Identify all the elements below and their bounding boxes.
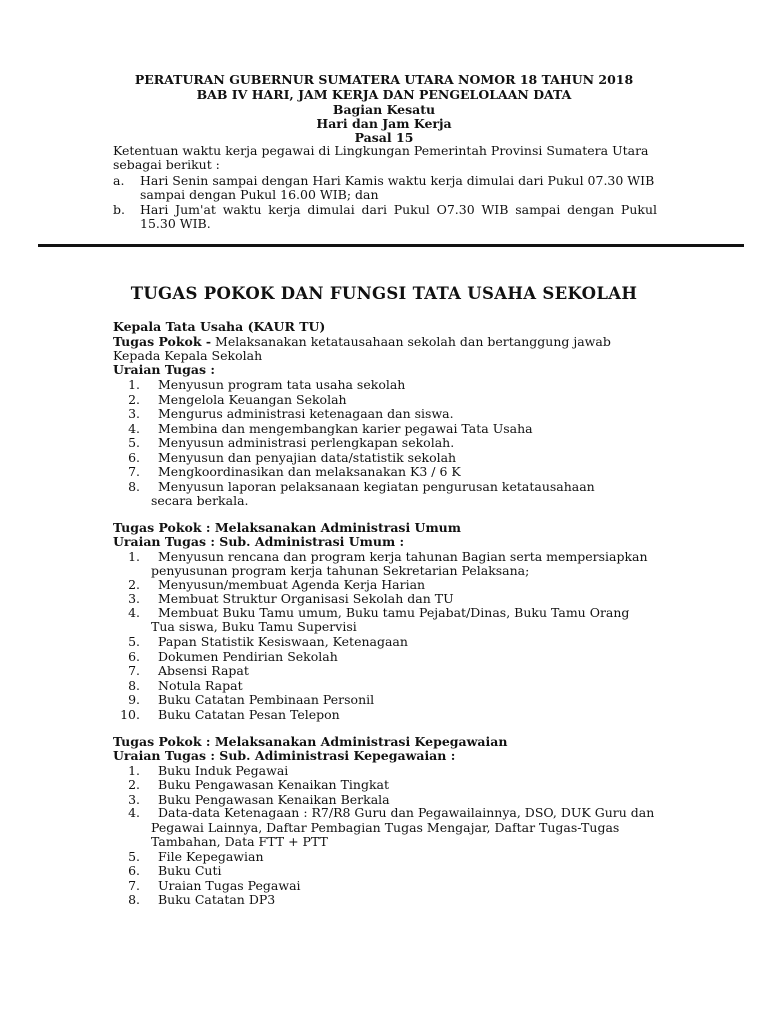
section1-list-item-number: 3.	[128, 406, 140, 421]
section2-list-item-number: 7.	[128, 663, 140, 678]
section2-item3-text: Membuat Struktur Organisasi Sekolah dan TU	[158, 591, 454, 606]
section3-list-item-text: Buku Pengawasan Kenaikan Berkala	[158, 791, 390, 807]
section2-item4-line-2: Tua siswa, Buku Tamu Supervisi	[151, 619, 357, 634]
section1-list-item-text: Mengkoordinasikan dan melaksanakan K3 / 6 K	[158, 464, 461, 479]
section2-list-item-text: Buku Catatan Pesan Telepon	[158, 706, 340, 722]
section1-heading: Kepala Tata Usaha (KAUR TU)	[113, 319, 326, 334]
section3-item4-number: 4.	[128, 805, 140, 820]
section3-list-item-number: 3.	[128, 791, 140, 807]
section2-list-item-text: Absensi Rapat	[158, 663, 249, 678]
section2-list-item-number: 8.	[128, 677, 140, 693]
section2-list-item-number: 5.	[128, 634, 140, 649]
section1-tp-text: Melaksanakan ketatausahaan sekolah dan bertanggung jawab	[211, 334, 611, 349]
section3-list-item-number: 1.	[128, 763, 140, 778]
section1-list-item-text: Membina dan mengembangkan karier pegawai Tata Usaha	[158, 420, 533, 436]
section2-item1-line-2: penyusunan program kerja tahunan Sekretarian Pelaksana;	[151, 563, 530, 578]
section2-item1-number: 1.	[128, 549, 140, 564]
section1-list-item-text: Menyusun dan penyajian data/statistik sekolah	[158, 449, 457, 465]
section2-list-item-text: Papan Statistik Kesiswaan, Ketenagaan	[158, 634, 408, 649]
article-title: Pasal 15	[354, 130, 414, 145]
section3-list-item-number: 5.	[128, 849, 140, 864]
section2-list-item-number: 6.	[128, 648, 140, 664]
section3-item4-line-2: Pegawai Lainnya, Daftar Pembagian Tugas Mengajar, Daftar Tugas-Tugas	[151, 820, 620, 835]
section3-list-item-text: File Kepegawian	[158, 849, 264, 864]
section3-heading: Tugas Pokok : Melaksanakan Administrasi Kepegawaian	[113, 734, 508, 749]
section2-list-item-text: Buku Catatan Pembinaan Personil	[158, 692, 375, 707]
intro-line-2: sebagai berikut :	[113, 157, 220, 172]
section1-list-item-number: 7.	[128, 464, 140, 479]
section3-uraian-heading: Uraian Tugas : Sub. Adiministrasi Kepegawaian :	[113, 748, 456, 763]
section2-heading: Tugas Pokok : Melaksanakan Administrasi Umum	[113, 520, 461, 535]
clause-b-line-1: Hari Jum'at waktu kerja dimulai dari Pukul O7.30 WIB sampai dengan Pukul	[140, 202, 657, 217]
clause-a-line-2: sampai dengan Pukul 16.00 WIB; dan	[140, 187, 379, 202]
clause-a-marker: a.	[113, 173, 125, 188]
section1-list-item-number: 1.	[128, 377, 140, 392]
part-title: Bagian Kesatu	[332, 102, 436, 117]
intro-line-1: Ketentuan waktu kerja pegawai di Lingkungan Pemerintah Provinsi Sumatera Utara	[113, 143, 649, 158]
divider-rule	[38, 244, 744, 247]
chapter-title: BAB IV HARI, JAM KERJA DAN PENGELOLAAN DATA	[196, 87, 572, 102]
main-title: TUGAS POKOK DAN FUNGSI TATA USAHA SEKOLAH	[130, 284, 638, 303]
section3-list-item-number: 8.	[128, 891, 140, 907]
section3-list-item-text: Buku Pengawasan Kenaikan Tingkat	[158, 777, 390, 793]
section1-list-item-number: 4.	[128, 420, 140, 436]
section3-list-item-number: 2.	[128, 777, 140, 793]
section2-list-item-number: 10.	[120, 706, 140, 722]
section3-list-item-text: Buku Catatan DP3	[158, 891, 276, 907]
section1-list-item-number: 8.	[128, 478, 140, 494]
section1-list-item-text: Menyusun program tata usaha sekolah	[158, 377, 406, 392]
section3-list-item-number: 6.	[128, 863, 140, 879]
section1-tp-label: Tugas Pokok -	[113, 334, 212, 349]
section3-item4-line-1: Data-data Ketenagaan : R7/R8 Guru dan Pegawailainnya, DSO, DUK Guru dan	[158, 805, 655, 820]
section3-list-item-number: 7.	[128, 877, 140, 893]
section1-list-item-text: Menyusun laporan pelaksanaan kegiatan pengurusan ketatausahaan	[158, 478, 595, 494]
regulation-title: PERATURAN GUBERNUR SUMATERA UTARA NOMOR 18 TAHUN 2018	[134, 72, 634, 87]
section2-item2-number: 2.	[128, 577, 140, 592]
section2-list-item-number: 9.	[128, 692, 140, 707]
section2-item2-text: Menyusun/membuat Agenda Kerja Harian	[158, 577, 426, 592]
section1-list-item-text: Mengelola Keuangan Sekolah	[158, 391, 347, 407]
section3-list-item-text: Buku Induk Pegawai	[158, 763, 289, 778]
section2-list-item-text: Notula Rapat	[158, 677, 243, 693]
section2-list-item-text: Dokumen Pendirian Sekolah	[158, 648, 338, 664]
section1-tp-line-2: Kepada Kepala Sekolah	[113, 348, 263, 363]
clause-a-line-1: Hari Senin sampai dengan Hari Kamis waktu kerja dimulai dari Pukul 07.30 WIB	[140, 173, 655, 188]
section1-item8-line-2: secara berkala.	[151, 493, 249, 508]
section1-list-item-number: 2.	[128, 391, 140, 407]
part-subtitle: Hari dan Jam Kerja	[316, 116, 452, 131]
section3-list-item-text: Buku Cuti	[158, 863, 222, 879]
section2-uraian-heading: Uraian Tugas : Sub. Administrasi Umum :	[113, 534, 405, 549]
section3-item4-line-3: Tambahan, Data FTT + PTT	[151, 834, 328, 849]
section1-uraian-heading: Uraian Tugas :	[113, 362, 215, 377]
section2-item4-line-1: Membuat Buku Tamu umum, Buku tamu Pejabat/Dinas, Buku Tamu Orang	[158, 605, 630, 620]
section3-list-item-text: Uraian Tugas Pegawai	[158, 877, 301, 893]
section2-item1-line-1: Menyusun rencana dan program kerja tahunan Bagian serta mempersiapkan	[158, 549, 648, 564]
section1-list-item-number: 6.	[128, 449, 140, 465]
section2-item4-number: 4.	[128, 605, 140, 620]
section1-list-item-text: Mengurus administrasi ketenagaan dan siswa.	[158, 406, 454, 421]
section2-item3-number: 3.	[128, 591, 140, 606]
clause-b-line-2: 15.30 WIB.	[140, 216, 211, 231]
clause-b-marker: b.	[113, 202, 125, 217]
section1-list-item-text: Menyusun administrasi perlengkapan sekolah.	[158, 435, 455, 450]
section1-list-item-number: 5.	[128, 435, 140, 450]
